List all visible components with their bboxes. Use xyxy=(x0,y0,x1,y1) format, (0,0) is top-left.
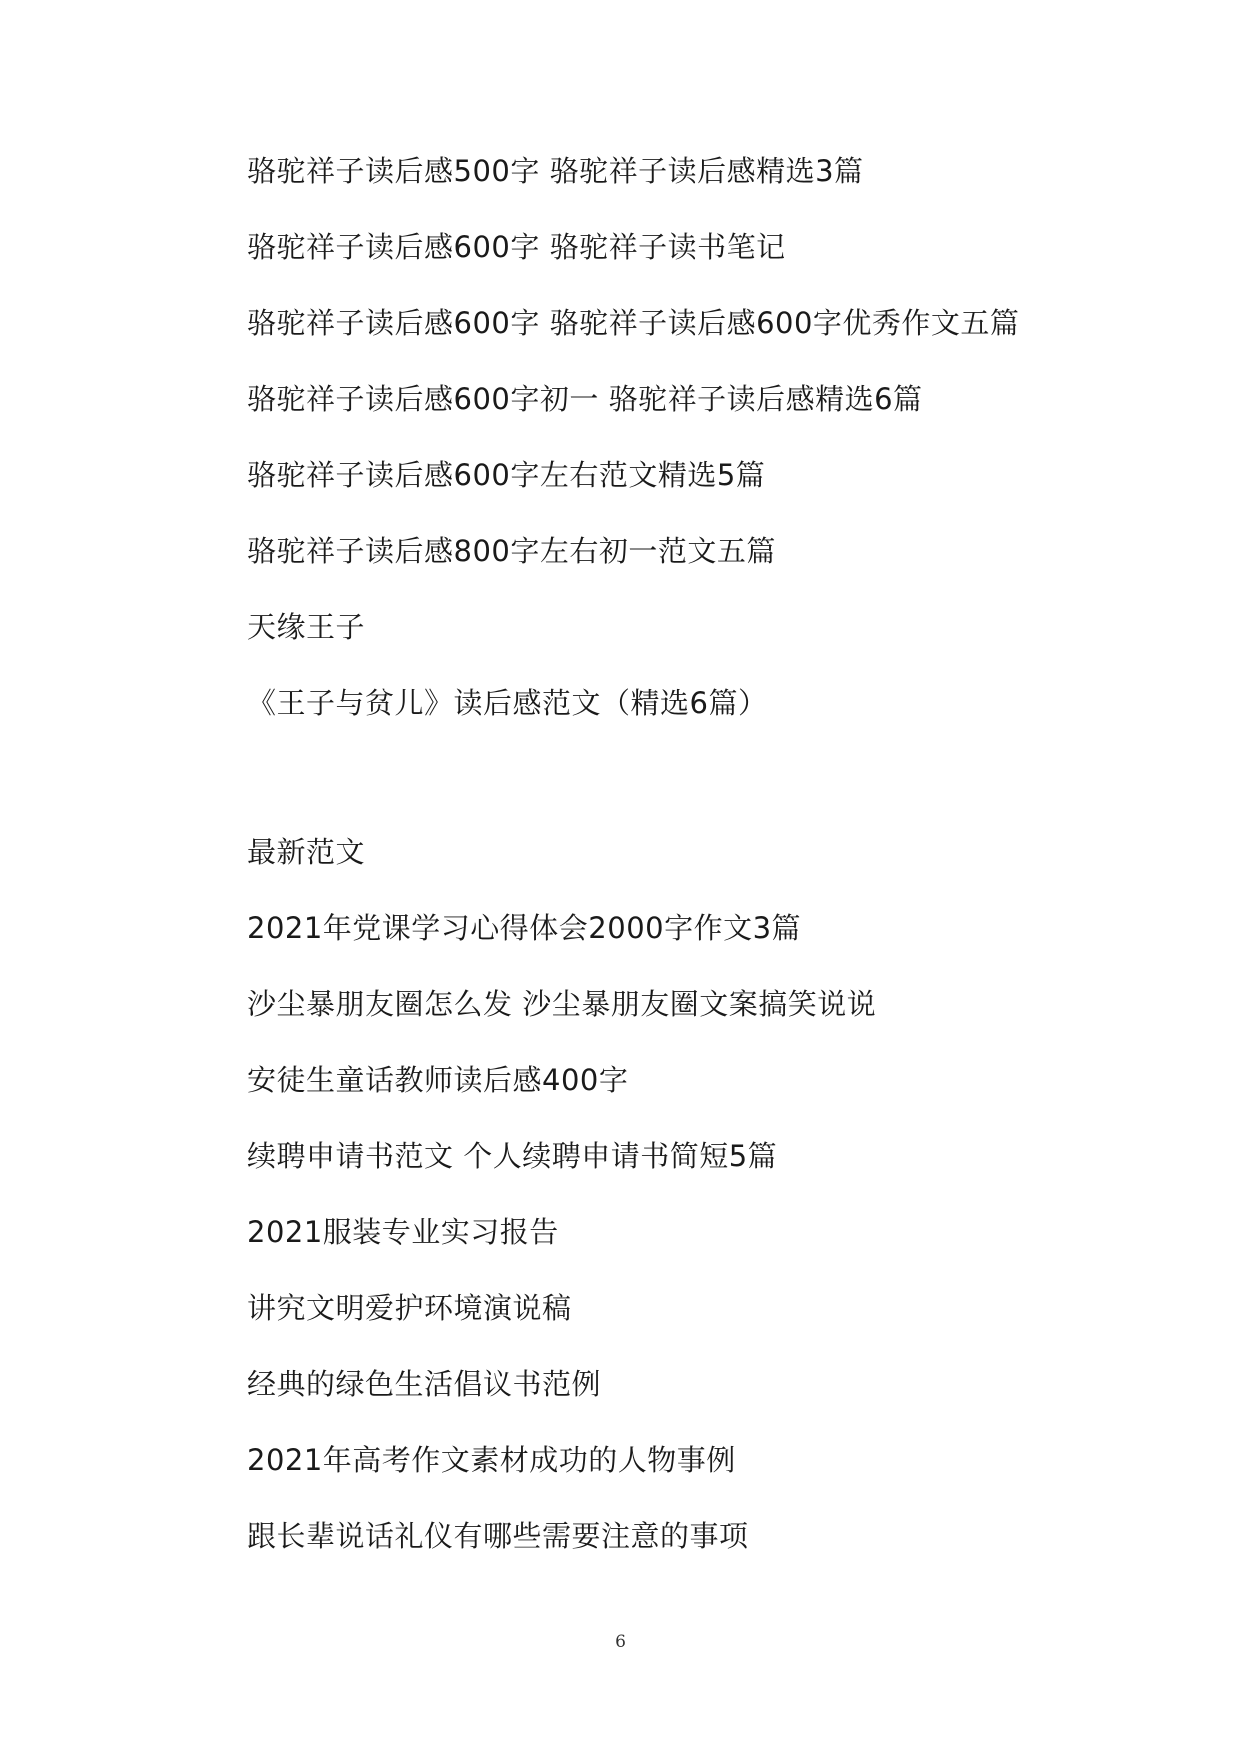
related-article-link[interactable]: 骆驼祥子读后感600字 骆驼祥子读书笔记 xyxy=(247,230,786,264)
latest-article-link[interactable]: 经典的绿色生活倡议书范例 xyxy=(247,1367,602,1401)
latest-article-link[interactable]: 2021年党课学习心得体会2000字作文3篇 xyxy=(247,911,802,945)
page-number: 6 xyxy=(615,1632,626,1652)
related-article-link[interactable]: 骆驼祥子读后感500字 骆驼祥子读后感精选3篇 xyxy=(247,154,864,188)
latest-article-link[interactable]: 续聘申请书范文 个人续聘申请书简短5篇 xyxy=(247,1139,778,1173)
related-article-link[interactable]: 骆驼祥子读后感600字左右范文精选5篇 xyxy=(247,458,766,492)
latest-article-link[interactable]: 跟长辈说话礼仪有哪些需要注意的事项 xyxy=(247,1519,749,1553)
latest-articles-list xyxy=(247,890,876,1574)
related-article-link[interactable]: 《王子与贫儿》读后感范文（精选6篇） xyxy=(247,686,768,720)
related-article-link[interactable]: 骆驼祥子读后感600字 骆驼祥子读后感600字优秀作文五篇 xyxy=(247,306,1020,340)
latest-section-heading: 最新范文 xyxy=(247,835,366,869)
latest-article-link[interactable]: 安徒生童话教师读后感400字 xyxy=(247,1063,629,1097)
latest-article-link[interactable]: 2021年高考作文素材成功的人物事例 xyxy=(247,1443,736,1477)
related-article-link[interactable]: 天缘王子 xyxy=(247,610,366,644)
latest-article-link[interactable]: 沙尘暴朋友圈怎么发 沙尘暴朋友圈文案搞笑说说 xyxy=(247,987,877,1021)
latest-article-link[interactable]: 讲究文明爱护环境演说稿 xyxy=(247,1291,572,1325)
related-article-link[interactable]: 骆驼祥子读后感800字左右初一范文五篇 xyxy=(247,534,776,568)
related-articles-list xyxy=(247,133,1019,741)
related-article-link[interactable]: 骆驼祥子读后感600字初一 骆驼祥子读后感精选6篇 xyxy=(247,382,923,416)
latest-article-link[interactable]: 2021服装专业实习报告 xyxy=(247,1215,559,1249)
